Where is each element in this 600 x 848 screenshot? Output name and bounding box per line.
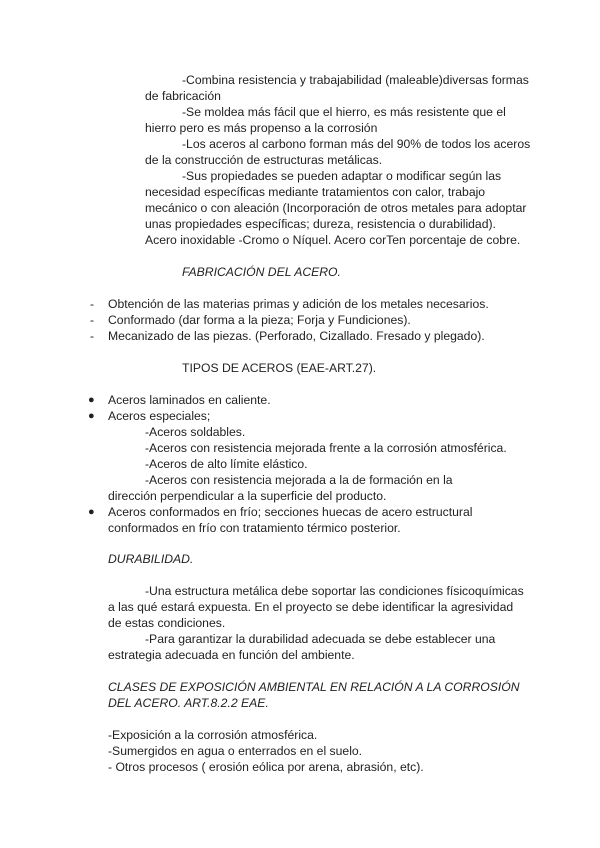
fabricacion-item-text: Obtención de las materias primas y adición de los metales necesarios. [108, 297, 489, 311]
tipos-subitem: -Aceros de alto límite elástico. [145, 457, 308, 471]
intro-paragraph-3: -Los aceros al carbono forman más del 90% de todos los aceros de la construcción de estructuras metálicas. [145, 137, 531, 167]
fabricacion-item-text: Conformado (dar forma a la pieza; Forja y Fundiciones). [108, 313, 411, 327]
durabilidad-paragraph-1: -Una estructura metálica debe soportar las condiciones físicoquímicas a las qué estará expuesta. En el proyecto se debe identificar la agresividad de estas condiciones. [108, 584, 524, 630]
clases-item: -Exposición a la corrosión atmosférica. [108, 728, 318, 742]
bullet-icon: ● [88, 506, 95, 518]
tipos-subitem: -Aceros con resistencia mejorada a la de formación en la dirección perpendicular a la superficie del producto. [108, 473, 453, 503]
intro-paragraph-2: -Se moldea más fácil que el hierro, es más resistente que el hierro pero es más propenso a la corrosión [145, 105, 506, 135]
dash-marker: - [90, 313, 95, 327]
tipos-subitem: -Aceros soldables. [145, 425, 246, 439]
tipos-item-2: Aceros especiales; [108, 409, 211, 423]
clases-heading: CLASES DE EXPOSICIÓN AMBIENTAL EN RELACIÓN A LA CORROSIÓN DEL ACERO. ART.8.2.2 EAE. [108, 680, 520, 710]
intro-paragraph-4: -Sus propiedades se pueden adaptar o modificar según las necesidad específicas mediante tratamientos con calor, trabajo mecánico o con aleación (Incorporación de otros metales para adoptar unas propiedades específicas; dureza, resistencia o durabilidad). [145, 169, 527, 231]
clases-item: -Sumergidos en agua o enterrados en el suelo. [108, 744, 363, 758]
intro-paragraph-1: -Combina resistencia y trabajabilidad (maleable)diversas formas de fabricación [145, 73, 529, 103]
bullet-icon: ● [88, 410, 95, 422]
durabilidad-heading: DURABILIDAD. [108, 552, 194, 566]
dash-marker: - [90, 297, 95, 311]
tipos-heading: TIPOS DE ACEROS (EAE-ART.27). [182, 361, 377, 375]
bullet-icon: ● [88, 394, 95, 406]
fabricacion-item-text: Mecanizado de las piezas. (Perforado, Cizallado. Fresado y plegado). [108, 329, 485, 343]
dash-marker: - [90, 329, 95, 343]
tipos-item-3: Aceros conformados en frío; secciones huecas de acero estructural conformados en frío con tratamiento térmico posterior. [108, 505, 473, 535]
intro-paragraph-5: Acero inoxidable -Cromo o Níquel. Acero corTen porcentaje de cobre. [145, 233, 521, 247]
tipos-item-1: Aceros laminados en caliente. [108, 393, 271, 407]
clases-item: - Otros procesos ( erosión eólica por arena, abrasión, etc). [108, 760, 424, 774]
durabilidad-paragraph-2: -Para garantizar la durabilidad adecuada se debe establecer una estrategia adecuada en función del ambiente. [108, 632, 496, 662]
tipos-subitem: -Aceros con resistencia mejorada frente a la corrosión atmosférica. [145, 441, 507, 455]
fabricacion-heading: FABRICACIÓN DEL ACERO. [182, 265, 341, 279]
